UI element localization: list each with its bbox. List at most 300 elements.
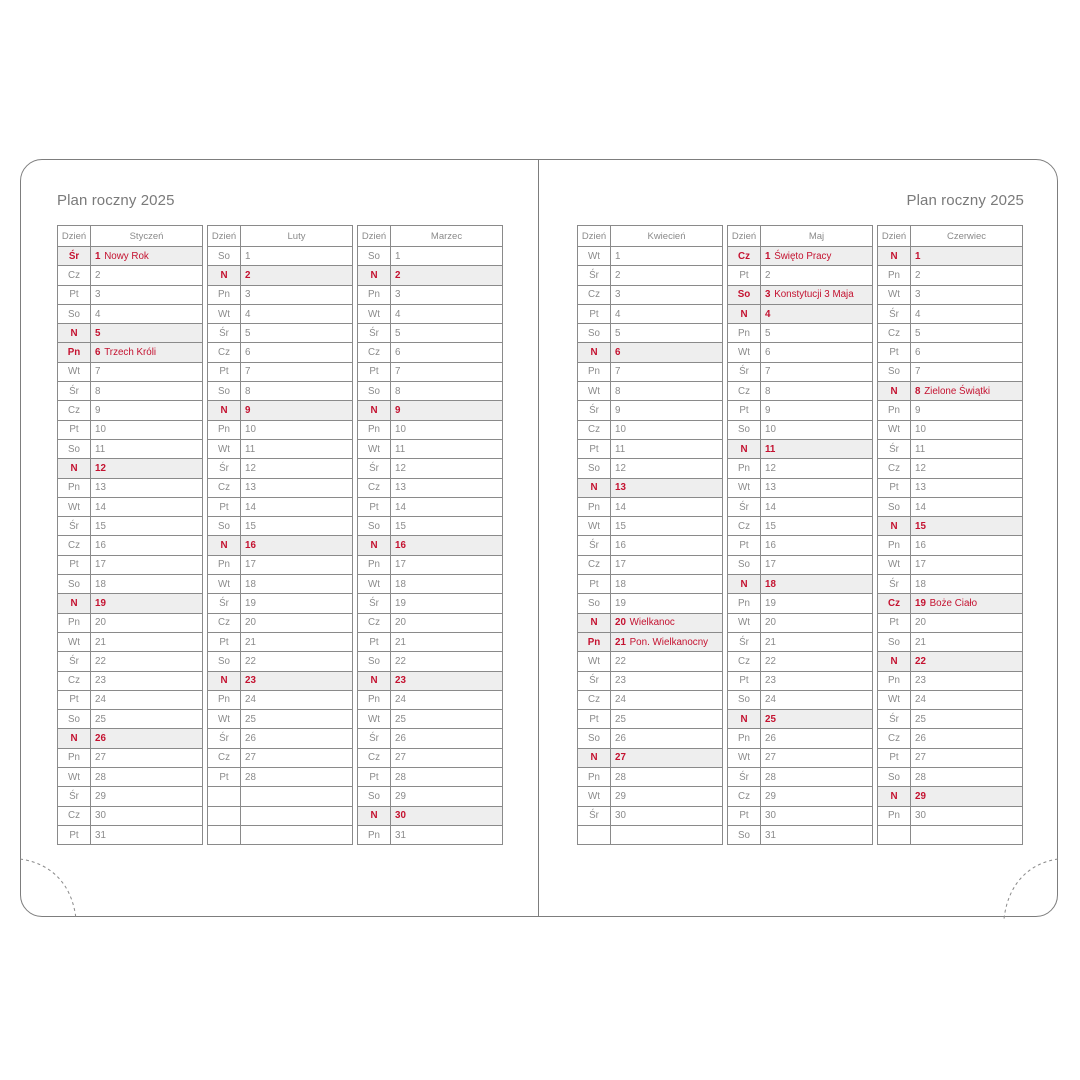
date-cell [391, 266, 503, 285]
day-row [208, 690, 353, 709]
day-row [728, 285, 873, 304]
date-cell [91, 594, 203, 613]
date-cell [761, 266, 873, 285]
date-number: 25 [245, 713, 256, 725]
date-cell [391, 285, 503, 304]
weekday-cell: Pn [58, 613, 91, 632]
date-number: 22 [915, 655, 926, 667]
weekday-cell: Pn [578, 362, 611, 381]
day-row [878, 729, 1023, 748]
date-cell [91, 710, 203, 729]
weekday-cell: So [358, 787, 391, 806]
day-row [878, 555, 1023, 574]
day-row [878, 459, 1023, 478]
date-number: 17 [395, 559, 406, 571]
holiday-name: Nowy Rok [104, 250, 149, 262]
date-cell [391, 806, 503, 825]
day-row [578, 459, 723, 478]
weekday-cell: N [58, 459, 91, 478]
date-number: 20 [765, 617, 776, 629]
date-cell [241, 787, 353, 806]
date-cell [611, 575, 723, 594]
date-number: 25 [765, 713, 776, 725]
date-number: 2 [395, 269, 401, 281]
date-number: 27 [615, 752, 626, 764]
date-number: 1 [915, 250, 921, 262]
day-row [358, 671, 503, 690]
weekday-cell: Wt [728, 343, 761, 362]
date-number: 10 [245, 424, 256, 436]
date-cell [611, 478, 723, 497]
month-name-header: Marzec [391, 226, 503, 247]
date-cell [611, 671, 723, 690]
weekday-cell: Pn [728, 594, 761, 613]
date-cell [241, 652, 353, 671]
date-number: 27 [395, 752, 406, 764]
date-cell [91, 439, 203, 458]
weekday-cell: Cz [878, 324, 911, 343]
weekday-cell: Pt [208, 768, 241, 787]
date-cell [911, 517, 1023, 536]
date-cell [761, 652, 873, 671]
date-cell [761, 382, 873, 401]
weekday-cell: Śr [578, 401, 611, 420]
date-number: 26 [765, 733, 776, 745]
day-row [878, 343, 1023, 362]
date-number: 9 [615, 405, 621, 417]
date-number: 24 [245, 694, 256, 706]
day-row [58, 613, 203, 632]
day-row [728, 536, 873, 555]
day-column-header: Dzień [358, 226, 391, 247]
weekday-cell: Śr [878, 575, 911, 594]
weekday-cell: Cz [358, 478, 391, 497]
date-cell [391, 536, 503, 555]
date-cell [611, 536, 723, 555]
weekday-cell: Pn [358, 285, 391, 304]
date-number: 27 [765, 752, 776, 764]
date-number: 12 [915, 462, 926, 474]
day-row [358, 401, 503, 420]
date-number: 4 [765, 308, 771, 320]
date-cell [761, 748, 873, 767]
day-row [728, 439, 873, 458]
date-number: 15 [95, 520, 106, 532]
weekday-cell: Wt [208, 304, 241, 323]
weekday-cell: So [728, 285, 761, 304]
day-row [208, 439, 353, 458]
date-cell [911, 710, 1023, 729]
weekday-cell: Cz [58, 401, 91, 420]
date-number: 18 [915, 578, 926, 590]
day-row [728, 690, 873, 709]
date-number: 30 [395, 810, 406, 822]
date-number: 6 [245, 347, 251, 359]
date-cell [761, 768, 873, 787]
date-cell [91, 787, 203, 806]
weekday-cell: So [358, 247, 391, 266]
date-cell [91, 382, 203, 401]
day-row [358, 247, 503, 266]
weekday-cell: Śr [578, 806, 611, 825]
date-number: 25 [915, 713, 926, 725]
weekday-cell: Pt [208, 362, 241, 381]
day-row [878, 825, 1023, 844]
day-row [728, 266, 873, 285]
page-title-left: Plan roczny 2025 [57, 192, 175, 209]
date-cell [611, 652, 723, 671]
weekday-cell: Cz [578, 285, 611, 304]
weekday-cell: So [58, 710, 91, 729]
weekday-cell: Wt [878, 555, 911, 574]
day-row [58, 497, 203, 516]
day-row [358, 594, 503, 613]
weekday-cell: So [878, 768, 911, 787]
day-row [878, 652, 1023, 671]
date-cell [761, 594, 873, 613]
day-row [578, 401, 723, 420]
date-number: 29 [95, 790, 106, 802]
date-cell [241, 536, 353, 555]
date-cell [611, 710, 723, 729]
day-row [358, 652, 503, 671]
date-number: 6 [615, 347, 621, 359]
date-cell [611, 517, 723, 536]
weekday-cell: N [878, 247, 911, 266]
date-cell [391, 671, 503, 690]
date-number: 11 [395, 443, 406, 455]
date-number: 2 [245, 269, 251, 281]
day-row [728, 652, 873, 671]
weekday-cell: N [728, 575, 761, 594]
day-row [728, 768, 873, 787]
weekday-cell: Wt [878, 420, 911, 439]
day-row [578, 729, 723, 748]
day-row [358, 690, 503, 709]
date-number: 7 [95, 366, 101, 378]
date-cell [391, 632, 503, 651]
date-number: 20 [95, 617, 106, 629]
date-cell [761, 710, 873, 729]
weekday-cell: Pn [878, 536, 911, 555]
date-number: 16 [95, 540, 106, 552]
date-number: 14 [615, 501, 626, 513]
date-number: 9 [95, 405, 101, 417]
month-table [57, 225, 203, 845]
weekday-cell: Cz [58, 671, 91, 690]
date-number: 9 [245, 405, 251, 417]
date-cell [611, 362, 723, 381]
date-number: 13 [615, 482, 626, 494]
weekday-cell: Pn [358, 555, 391, 574]
day-row [578, 613, 723, 632]
weekday-cell: Pt [878, 343, 911, 362]
holiday-name: Boże Ciało [929, 597, 978, 609]
holiday-name: Wielkanoc [629, 617, 675, 629]
date-cell [761, 806, 873, 825]
date-cell [911, 825, 1023, 844]
date-number: 23 [765, 675, 776, 687]
date-cell [611, 247, 723, 266]
weekday-cell: Śr [728, 497, 761, 516]
weekday-cell: Śr [358, 594, 391, 613]
date-cell [91, 748, 203, 767]
weekday-cell: N [878, 652, 911, 671]
date-number: 24 [765, 694, 776, 706]
day-row [878, 478, 1023, 497]
date-cell [91, 575, 203, 594]
date-number: 18 [395, 578, 406, 590]
weekday-cell: Cz [728, 652, 761, 671]
weekday-cell: Cz [208, 613, 241, 632]
day-row [578, 536, 723, 555]
day-row [728, 382, 873, 401]
weekday-cell: Pt [728, 671, 761, 690]
day-row [208, 806, 353, 825]
date-number: 13 [765, 482, 776, 494]
date-number: 21 [245, 636, 256, 648]
day-row [578, 285, 723, 304]
date-cell [911, 729, 1023, 748]
date-cell [611, 420, 723, 439]
weekday-cell: So [578, 594, 611, 613]
date-cell [391, 459, 503, 478]
date-number: 7 [245, 366, 251, 378]
day-row [208, 710, 353, 729]
date-cell [391, 555, 503, 574]
month-name-header: Styczeń [91, 226, 203, 247]
day-row [578, 787, 723, 806]
month-table [357, 225, 503, 845]
date-cell [391, 420, 503, 439]
weekday-cell: N [58, 594, 91, 613]
day-row [58, 787, 203, 806]
weekday-cell: Pt [358, 362, 391, 381]
date-cell [241, 613, 353, 632]
date-cell [761, 401, 873, 420]
date-number: 5 [95, 327, 101, 339]
date-cell [911, 632, 1023, 651]
date-number: 3 [245, 289, 251, 301]
weekday-cell: So [878, 632, 911, 651]
date-number: 16 [765, 540, 776, 552]
date-number: 2 [765, 269, 771, 281]
weekday-cell: Cz [578, 555, 611, 574]
date-cell [611, 304, 723, 323]
day-row [358, 439, 503, 458]
date-cell [241, 555, 353, 574]
day-row [358, 613, 503, 632]
date-cell [241, 768, 353, 787]
day-column-header: Dzień [58, 226, 91, 247]
day-row [878, 247, 1023, 266]
weekday-cell: Cz [728, 517, 761, 536]
weekday-cell: Pt [878, 748, 911, 767]
date-cell [761, 575, 873, 594]
date-cell [911, 459, 1023, 478]
weekday-cell: Wt [728, 478, 761, 497]
date-cell [911, 748, 1023, 767]
day-row [728, 729, 873, 748]
day-row [58, 768, 203, 787]
date-cell [391, 613, 503, 632]
date-number: 16 [615, 540, 626, 552]
date-number: 3 [95, 289, 101, 301]
date-number: 7 [915, 366, 921, 378]
date-cell [911, 324, 1023, 343]
weekday-cell: N [728, 304, 761, 323]
day-row [578, 555, 723, 574]
day-row [358, 787, 503, 806]
date-cell [241, 575, 353, 594]
weekday-cell: Wt [728, 613, 761, 632]
date-cell [611, 285, 723, 304]
day-row [878, 613, 1023, 632]
day-row [878, 671, 1023, 690]
date-cell [611, 613, 723, 632]
date-cell [611, 343, 723, 362]
date-number: 12 [395, 462, 406, 474]
date-cell [391, 825, 503, 844]
day-row [578, 652, 723, 671]
date-cell [391, 652, 503, 671]
day-row [578, 594, 723, 613]
date-number: 4 [245, 308, 251, 320]
page-title-right: Plan roczny 2025 [906, 192, 1024, 209]
day-row [208, 401, 353, 420]
weekday-cell: Cz [578, 420, 611, 439]
date-cell [611, 748, 723, 767]
day-row [578, 806, 723, 825]
date-number: 4 [395, 308, 401, 320]
weekday-cell: Śr [58, 247, 91, 266]
date-cell [91, 401, 203, 420]
date-number: 1 [615, 250, 621, 262]
date-number: 5 [915, 327, 921, 339]
date-number: 18 [765, 578, 776, 590]
corner-pocket-left [20, 855, 80, 919]
day-row [578, 575, 723, 594]
day-row [878, 806, 1023, 825]
date-cell [91, 825, 203, 844]
date-number: 23 [395, 675, 406, 687]
date-number: 14 [765, 501, 776, 513]
weekday-cell: Pn [358, 690, 391, 709]
day-row [58, 324, 203, 343]
weekday-cell [208, 825, 241, 844]
date-cell [611, 787, 723, 806]
date-number: 7 [395, 366, 401, 378]
date-number: 22 [615, 655, 626, 667]
day-row [208, 382, 353, 401]
weekday-cell: So [878, 362, 911, 381]
weekday-cell: N [878, 787, 911, 806]
date-cell [391, 729, 503, 748]
day-row [728, 787, 873, 806]
date-number: 30 [95, 810, 106, 822]
weekday-cell: N [578, 478, 611, 497]
date-cell [391, 787, 503, 806]
date-cell [91, 285, 203, 304]
weekday-cell: N [208, 671, 241, 690]
weekday-cell: Wt [358, 439, 391, 458]
weekday-cell: Pn [208, 285, 241, 304]
date-number: 3 [395, 289, 401, 301]
day-row [358, 343, 503, 362]
date-cell [911, 401, 1023, 420]
date-number: 19 [915, 597, 926, 609]
day-row [358, 768, 503, 787]
date-cell [761, 420, 873, 439]
date-number: 1 [95, 250, 101, 262]
weekday-cell: Pt [578, 439, 611, 458]
weekday-cell: Śr [728, 768, 761, 787]
date-cell [611, 806, 723, 825]
day-row [208, 247, 353, 266]
weekday-cell: Wt [578, 382, 611, 401]
date-cell [761, 729, 873, 748]
weekday-cell: N [358, 401, 391, 420]
holiday-name: Pon. Wielkanocny [629, 636, 709, 648]
weekday-cell: Pn [58, 748, 91, 767]
day-row [58, 478, 203, 497]
weekday-cell: Wt [208, 710, 241, 729]
date-cell [241, 439, 353, 458]
date-cell [241, 690, 353, 709]
date-number: 2 [915, 269, 921, 281]
weekday-cell: N [358, 536, 391, 555]
day-row [358, 382, 503, 401]
weekday-cell: So [578, 459, 611, 478]
weekday-cell: Pt [878, 613, 911, 632]
date-cell [611, 382, 723, 401]
weekday-cell: N [578, 343, 611, 362]
day-row [208, 517, 353, 536]
date-number: 30 [615, 810, 626, 822]
date-cell [391, 247, 503, 266]
date-number: 24 [615, 694, 626, 706]
day-row [578, 517, 723, 536]
weekday-cell: Wt [578, 517, 611, 536]
day-row [208, 652, 353, 671]
date-cell [911, 690, 1023, 709]
day-row [578, 825, 723, 844]
date-cell [241, 420, 353, 439]
day-row [728, 671, 873, 690]
day-row [878, 304, 1023, 323]
date-number: 1 [765, 250, 771, 262]
day-row [878, 401, 1023, 420]
date-number: 31 [395, 829, 406, 841]
date-cell [391, 401, 503, 420]
day-row [58, 690, 203, 709]
date-cell [91, 652, 203, 671]
date-cell [611, 497, 723, 516]
weekday-cell: Śr [578, 536, 611, 555]
date-cell [241, 304, 353, 323]
date-number: 5 [395, 327, 401, 339]
weekday-cell [578, 825, 611, 844]
date-cell [911, 362, 1023, 381]
date-number: 2 [95, 269, 101, 281]
date-cell [911, 247, 1023, 266]
weekday-cell: Cz [208, 478, 241, 497]
date-cell [911, 266, 1023, 285]
month-name-header: Kwiecień [611, 226, 723, 247]
date-cell [611, 401, 723, 420]
weekday-cell: Wt [358, 710, 391, 729]
day-row [208, 825, 353, 844]
